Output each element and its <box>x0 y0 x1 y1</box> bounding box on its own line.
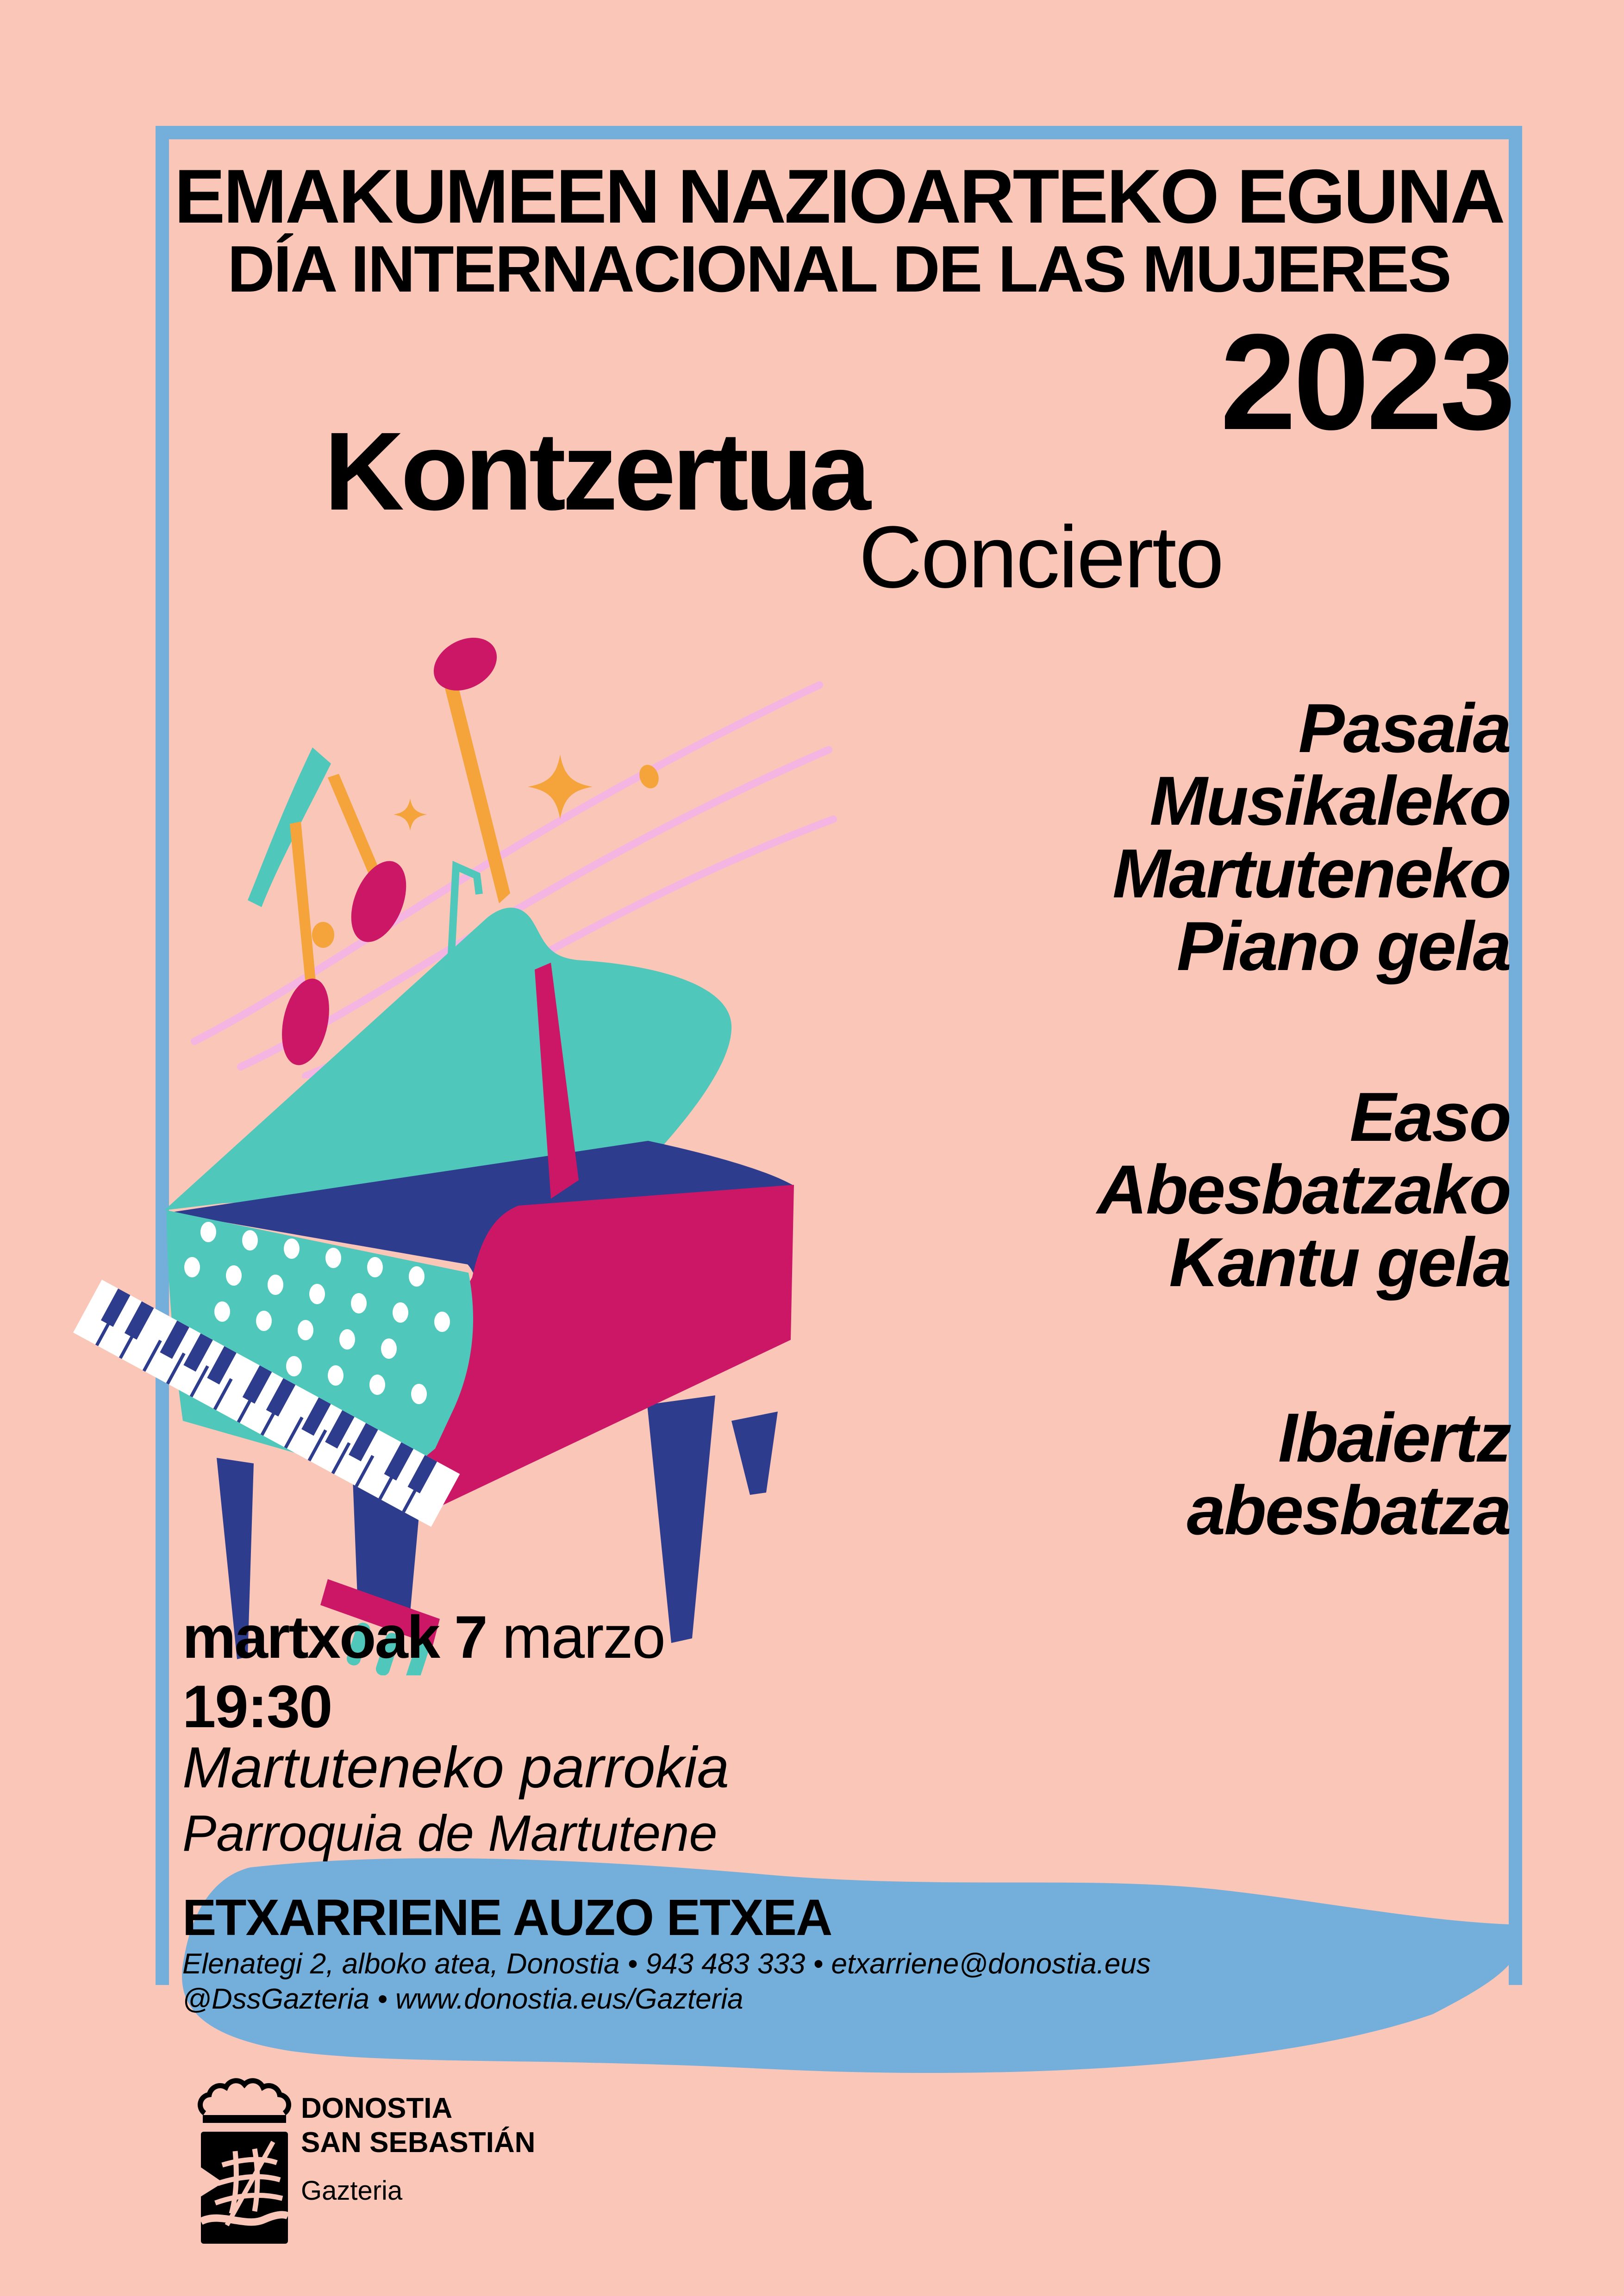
logo-text-donostia: DONOSTIA <box>301 2092 453 2124</box>
title-basque: EMAKUMEEN NAZIOARTEKO EGUNA <box>174 154 1504 239</box>
year-label: 2023 <box>1220 305 1513 458</box>
venue-block-ibaiertz <box>1187 1401 1510 1547</box>
venue-line: Musikaleko <box>1149 762 1510 840</box>
event-title-basque: Kontzertua <box>324 409 868 533</box>
grand-piano-illustration <box>69 902 856 1675</box>
event-title-spanish: Concierto <box>859 508 1223 606</box>
frame-left-border-tail <box>156 1847 169 1874</box>
place-spanish: Parroquia de Martutene <box>182 1805 718 1862</box>
footer-venue-name: ETXARRIENE AUZO ETXEA <box>182 1889 832 1946</box>
date-basque: martxoak 7 <box>182 1603 487 1671</box>
venue-line: Easo <box>1349 1078 1510 1156</box>
footer-social-line: @DssGazteria • www.donostia.eus/Gazteria <box>182 1983 743 2015</box>
venue-line: Piano gela <box>1176 907 1510 985</box>
donostia-crown-ship-logo <box>194 2072 296 2244</box>
note-flag-teal <box>248 747 331 907</box>
date-spanish: marzo <box>486 1603 665 1671</box>
logo-text-san-sebastian: SAN SEBASTIÁN <box>301 2127 536 2159</box>
venue-block-pasaia <box>1112 689 1510 985</box>
venue-line: Ibaiertz <box>1278 1399 1510 1476</box>
time-label: 19:30 <box>182 1673 332 1740</box>
place-basque: Martuteneko parrokia <box>182 1736 730 1800</box>
date-line <box>182 1602 665 1672</box>
venue-line: Abesbatzako <box>1097 1151 1510 1228</box>
venue-block-easo <box>1097 1078 1510 1301</box>
venue-line: Kantu gela <box>1169 1223 1510 1301</box>
frame-right-border-tail <box>1509 1847 1522 1930</box>
logo-text-gazteria: Gazteria <box>301 2176 403 2206</box>
crown-icon <box>200 2081 288 2123</box>
venue-line: Pasaia <box>1298 689 1510 767</box>
title-spanish: DÍA INTERNACIONAL DE LAS MUJERES <box>227 232 1450 306</box>
venue-line: Martuteneko <box>1112 834 1510 912</box>
venue-line: abesbatza <box>1187 1471 1510 1549</box>
ship-shield-icon <box>201 2132 288 2244</box>
footer-address-line: Elenategi 2, alboko atea, Donostia • 943 483 333 • etxarriene@donostia.eus <box>182 1948 1151 1980</box>
